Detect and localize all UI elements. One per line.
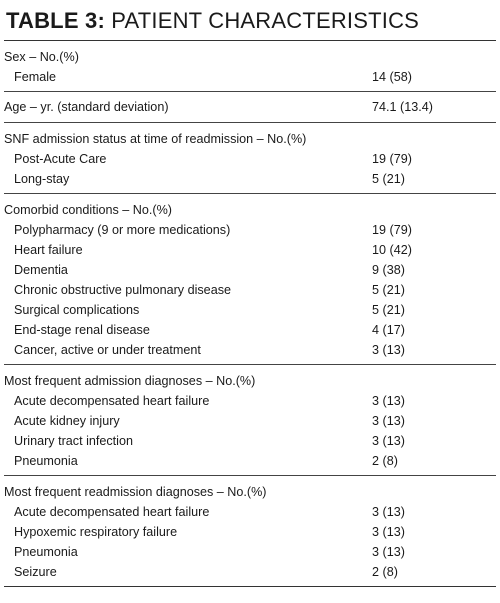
- table-row: [4, 502, 496, 522]
- table-title: [4, 8, 496, 34]
- row-label: Pneumonia: [14, 454, 78, 468]
- table-row: [4, 67, 496, 87]
- section-heading: Most frequent admission diagnoses – No.(%): [4, 374, 256, 388]
- row-label: Hypoxemic respiratory failure: [14, 525, 178, 539]
- row-value: 19 (79): [372, 152, 412, 166]
- row-label: Long-stay: [14, 172, 70, 186]
- section-snf-status: [4, 123, 496, 193]
- table-row: [4, 522, 496, 542]
- row-label: End-stage renal disease: [14, 323, 150, 337]
- row-value: 19 (79): [372, 223, 412, 237]
- table-row: [4, 97, 496, 117]
- row-label: Age – yr. (standard deviation): [4, 100, 169, 114]
- table-row: [4, 320, 496, 340]
- row-label: Female: [14, 70, 56, 84]
- row-label: Heart failure: [14, 243, 83, 257]
- row-label: Chronic obstructive pulmonary disease: [14, 283, 231, 297]
- table-row: [4, 411, 496, 431]
- row-value: 3 (13): [372, 434, 405, 448]
- row-label: Urinary tract infection: [14, 434, 133, 448]
- row-value: 5 (21): [372, 172, 405, 186]
- table-row: [4, 451, 496, 471]
- row-value: 2 (8): [372, 565, 398, 579]
- row-label: Acute kidney injury: [14, 414, 120, 428]
- row-label: Acute decompensated heart failure: [14, 394, 210, 408]
- section-admission-diagnoses: [4, 365, 496, 475]
- table-row: [4, 562, 496, 582]
- table-row: [4, 260, 496, 280]
- row-label: Surgical complications: [14, 303, 140, 317]
- table-row: [4, 340, 496, 360]
- row-label: Seizure: [14, 565, 57, 579]
- row-value: 3 (13): [372, 525, 405, 539]
- section-readmission-diagnoses: [4, 476, 496, 586]
- section-comorbid-conditions: [4, 194, 496, 364]
- table-row: [4, 280, 496, 300]
- table-row: [4, 542, 496, 562]
- row-value: 10 (42): [372, 243, 412, 257]
- table-row: [4, 431, 496, 451]
- table-row: [4, 300, 496, 320]
- table-row: [4, 169, 496, 189]
- row-label: Post-Acute Care: [14, 152, 107, 166]
- row-value: 74.1 (13.4): [372, 100, 433, 114]
- row-value: 3 (13): [372, 505, 405, 519]
- row-value: 2 (8): [372, 454, 398, 468]
- row-label: Dementia: [14, 263, 68, 277]
- section-heading: SNF admission status at time of readmission – No.(%): [4, 132, 307, 146]
- table-row: [4, 240, 496, 260]
- row-label: Polypharmacy (9 or more medications): [14, 223, 231, 237]
- row-value: 3 (13): [372, 414, 405, 428]
- table-row: [4, 220, 496, 240]
- row-value: 5 (21): [372, 283, 405, 297]
- section-heading: Comorbid conditions – No.(%): [4, 203, 172, 217]
- row-value: 3 (13): [372, 394, 405, 408]
- row-label: Pneumonia: [14, 545, 78, 559]
- row-value: 9 (38): [372, 263, 405, 277]
- table-caption: PATIENT CHARACTERISTICS: [111, 8, 420, 33]
- row-value: 5 (21): [372, 303, 405, 317]
- table-number: TABLE 3:: [6, 8, 105, 33]
- section-sex: [4, 41, 496, 91]
- table-row: [4, 391, 496, 411]
- section-heading: Sex – No.(%): [4, 50, 79, 64]
- row-value: 14 (58): [372, 70, 412, 84]
- section-heading: Most frequent readmission diagnoses – No.(%): [4, 485, 267, 499]
- section-age: [4, 92, 496, 122]
- row-value: 3 (13): [372, 343, 405, 357]
- row-label: Acute decompensated heart failure: [14, 505, 210, 519]
- row-label: Cancer, active or under treatment: [14, 343, 201, 357]
- row-value: 3 (13): [372, 545, 405, 559]
- table-row: [4, 149, 496, 169]
- table-bottom-rule: [4, 586, 496, 587]
- row-value: 4 (17): [372, 323, 405, 337]
